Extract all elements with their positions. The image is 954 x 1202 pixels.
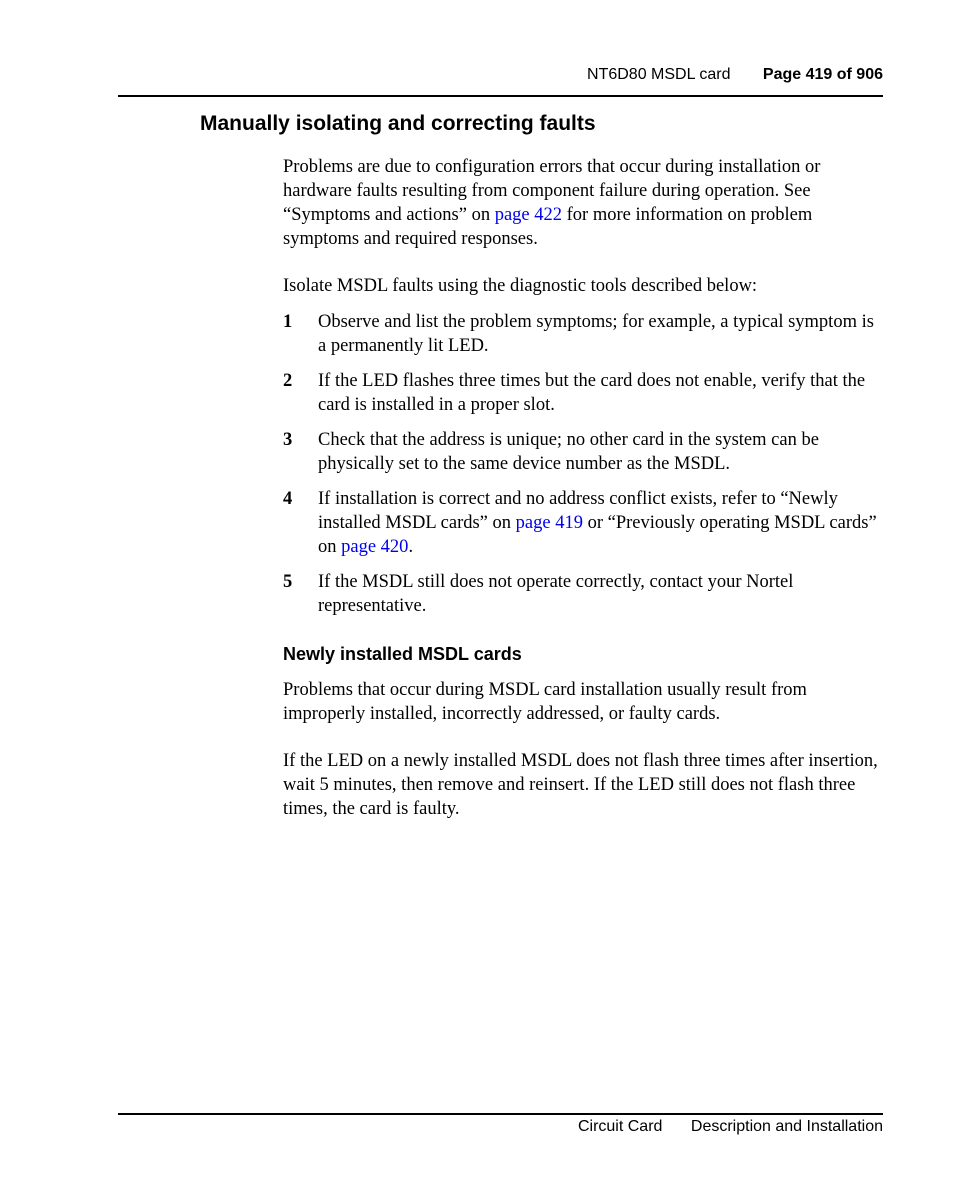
page-422-link[interactable]: page 422 [494,205,563,225]
footer-right: Description and Installation [690,1118,883,1135]
step-number: 2 [283,371,293,391]
step-4-text-c: . [408,537,414,557]
section-title: Manually isolating and correcting faults [200,112,596,135]
step-4-text-a: If installation is correct and no address conflict exists, refer to “Newly installed MSDL cards” on [318,489,838,533]
step-5 [283,570,883,618]
header-page-number: Page 419 of 906 [762,66,883,83]
running-footer [578,1118,883,1136]
step-text: If the MSDL still does not operate correctly, contact your Nortel representative. [318,572,794,616]
footer-rule [118,1113,883,1115]
header-rule [118,95,883,97]
step-number: 5 [283,572,293,592]
step-3 [283,428,883,476]
step-text [318,489,877,557]
subsection-paragraph-1: Problems that occur during MSDL card installation usually result from improperly installed, incorrectly addressed, or faulty cards. [283,680,807,724]
step-4 [283,487,883,559]
subsection-paragraph-2: If the LED on a newly installed MSDL does not flash three times after insertion, wait 5 minutes, then remove and reinsert. If the LED still does not flash three times, the card is faulty. [283,751,878,819]
step-text: Observe and list the problem symptoms; for example, a typical symptom is a permanently lit LED. [318,312,874,356]
lead-paragraph: Isolate MSDL faults using the diagnostic tools described below: [283,276,758,296]
footer-left: Circuit Card [577,1118,663,1135]
step-number: 4 [283,489,293,509]
page-419-link[interactable]: page 419 [515,513,583,533]
intro-text-after: for more information on problem symptoms and required responses. [283,205,813,249]
step-number: 1 [283,312,293,332]
subsection-title: Newly installed MSDL cards [283,644,522,664]
main-content [283,155,883,821]
running-header [587,66,883,84]
intro-text-before: Problems are due to configuration errors that occur during installation or hardware faults resulting from component failure during operation. See “Symptoms and actions” on [283,157,821,225]
step-2 [283,369,883,417]
intro-paragraph [283,155,883,251]
header-doc-title: NT6D80 MSDL card [587,66,731,83]
page-420-link[interactable]: page 420 [341,537,409,557]
step-1 [283,310,883,358]
step-text: Check that the address is unique; no other card in the system can be physically set to the same device number as the MSDL. [318,430,819,474]
step-4-text-b: or “Previously operating MSDL cards” on [318,513,877,557]
step-number: 3 [283,430,293,450]
step-text: If the LED flashes three times but the card does not enable, verify that the card is installed in a proper slot. [318,371,866,415]
